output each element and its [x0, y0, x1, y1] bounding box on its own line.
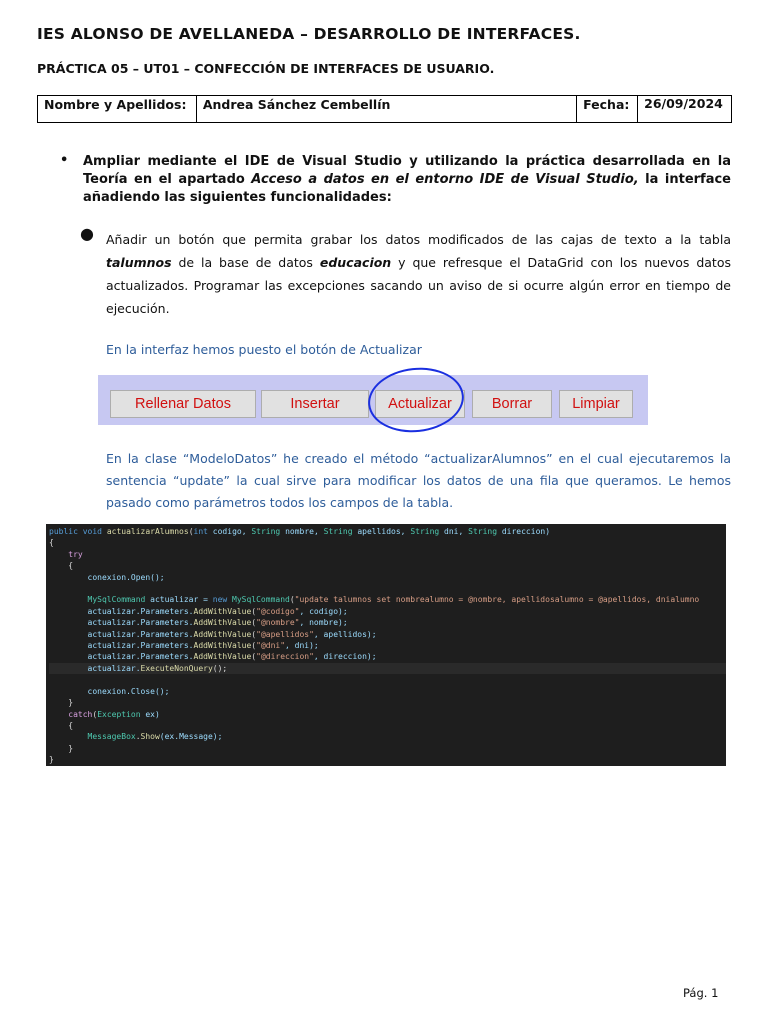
code-line: actualizar.Parameters.AddWithValue("@direccion", direccion); [87, 652, 377, 662]
code-line [49, 674, 726, 685]
code-screenshot [46, 524, 726, 766]
page-number: Pág. 1 [683, 986, 719, 1000]
bullet-dot-icon: • [60, 153, 69, 168]
highlight-circle-icon [365, 363, 467, 437]
name-value: Andrea Sánchez Cembellín [196, 96, 576, 123]
table-row [38, 96, 732, 123]
code-line: catch(Exception ex) [68, 709, 160, 719]
code-line: actualizar.Parameters.AddWithValue("@dni", dni); [87, 641, 319, 651]
code-line: actualizar.Parameters.AddWithValue("@codigo", codigo); [87, 606, 348, 616]
note-method: En la clase “ModeloDatos” he creado el método “actualizarAlumnos” en el cual ejecutaremos la sentencia “update” la cual sirve para modificar los datos de una fila que queramos. Le hemos pasado como parámetros todos los campos de la tabla. [106, 451, 731, 510]
code-line: MessageBox.Show(ex.Message); [87, 732, 223, 742]
code-line: actualizar.Parameters.AddWithValue("@nombre", nombre); [87, 618, 348, 628]
code-line: actualizar.ExecuteNonQuery(); [49, 663, 726, 674]
fill-data-button[interactable]: Rellenar Datos [110, 390, 256, 418]
code-line: } [49, 755, 54, 765]
date-value: 26/09/2024 [638, 96, 732, 123]
code-line: { [49, 538, 54, 548]
update-button[interactable]: Actualizar [375, 390, 465, 418]
code-line: conexion.Open(); [87, 572, 165, 582]
document-title: IES ALONSO DE AVELLANEDA – DESARROLLO DE INTERFACES. [37, 25, 581, 43]
practice-subtitle: PRÁCTICA 05 – UT01 – CONFECCIÓN DE INTERFACES DE USUARIO. [37, 61, 495, 76]
code-line: } [68, 698, 74, 708]
code-line: { [68, 561, 74, 571]
code-line: conexion.Close(); [87, 686, 170, 696]
clear-button[interactable]: Limpiar [559, 390, 633, 418]
note-interface: En la interfaz hemos puesto el botón de Actualizar [106, 342, 422, 357]
bullet-dot-icon: ● [80, 224, 94, 243]
code-line: MySqlCommand actualizar = new MySqlCommand("update talumnos set nombrealumno = @nombre, apellidosalumno = @apellidos, dnialumno [87, 595, 700, 605]
code-line [49, 583, 726, 594]
code-line: public void actualizarAlumnos(int codigo, String nombre, String apellidos, String dni, String direccion) [49, 527, 551, 536]
task-item: Añadir un botón que permita grabar los datos modificados de las cajas de texto a la tabla talumnos de la base de datos educacion y que refresque el DataGrid con los nuevos datos actualizados. Programar las excepciones sacando un aviso de si ocurre algún error en tiempo de ejecución. [106, 232, 731, 316]
delete-button[interactable]: Borrar [472, 390, 552, 418]
code-line: actualizar.Parameters.AddWithValue("@apellidos", apellidos); [87, 629, 377, 639]
date-label: Fecha: [577, 96, 638, 123]
code-line: try [68, 549, 83, 559]
student-info-table [37, 95, 732, 123]
button-bar-screenshot [98, 375, 648, 425]
name-label: Nombre y Apellidos: [38, 96, 197, 123]
code-line: } [68, 743, 74, 753]
task-statement: Ampliar mediante el IDE de Visual Studio y utilizando la práctica desarrollada en la Teoría en el apartado Acceso a datos en el entorno IDE de Visual Studio, la interface añadiendo las siguientes funcionalidades: [83, 154, 732, 205]
code-line: { [68, 720, 74, 730]
insert-button[interactable]: Insertar [261, 390, 369, 418]
